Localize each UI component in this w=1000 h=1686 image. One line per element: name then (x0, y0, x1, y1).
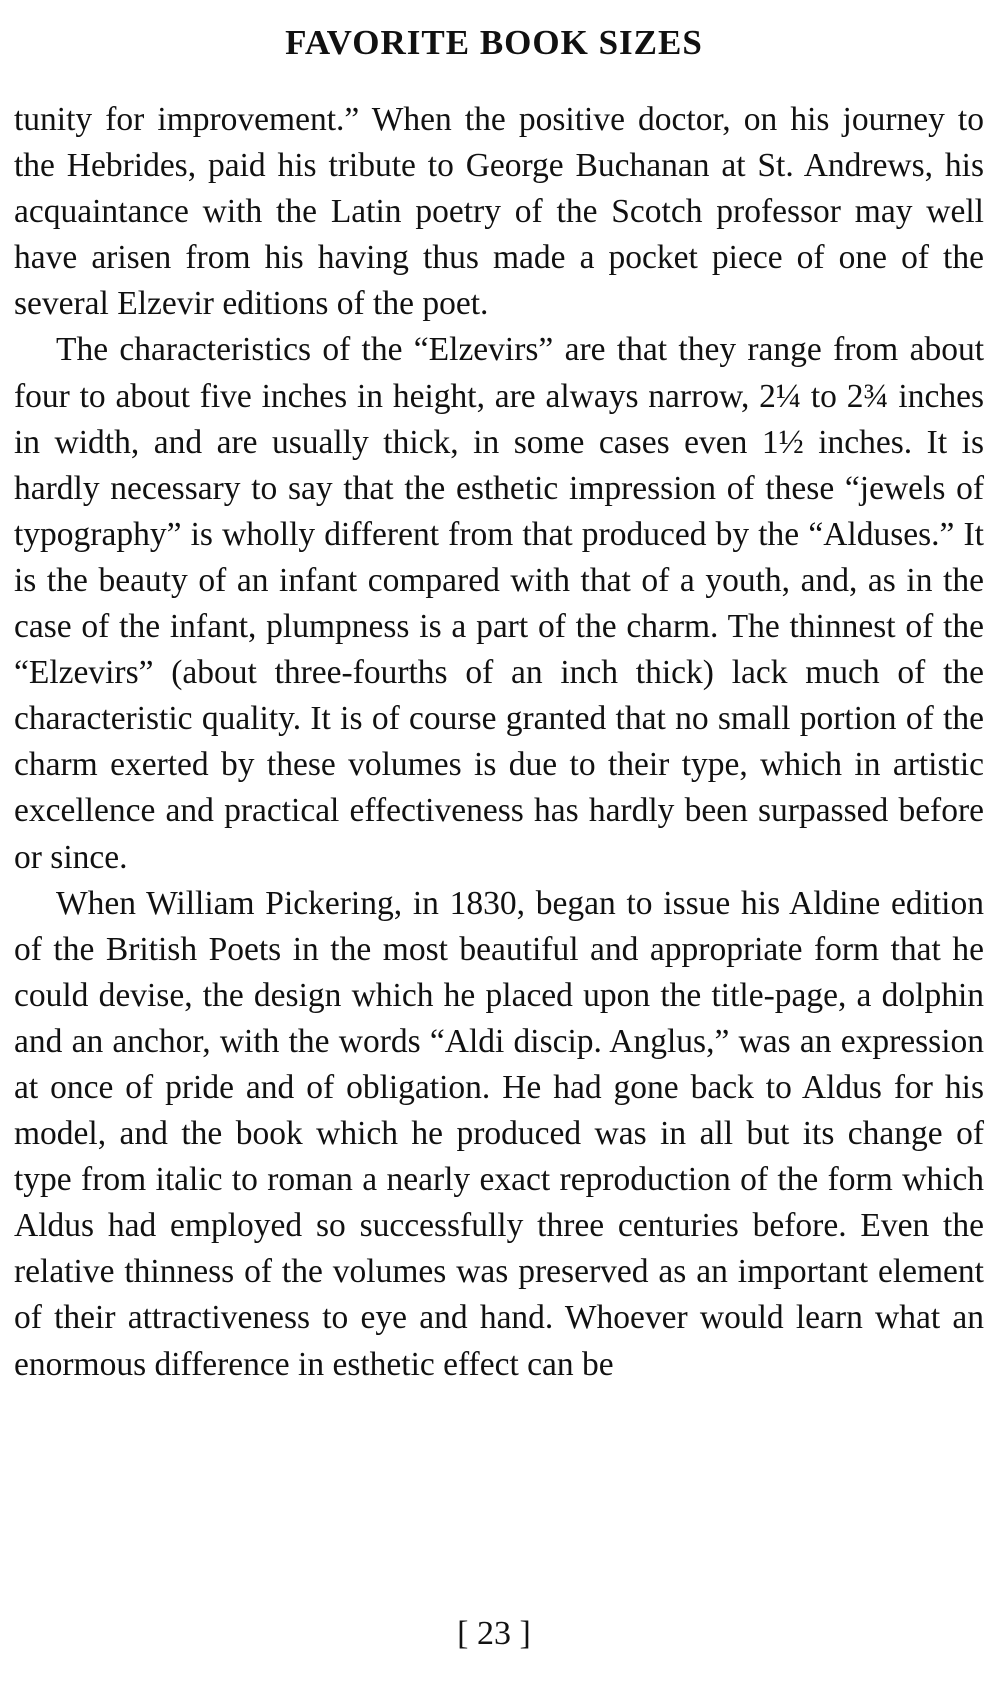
page-number: [ 23 ] (457, 1615, 531, 1652)
paragraph-elzevirs: The characteristics of the “Elzevirs” are that they range from about four to about five inches in height, are always narrow, 2¼ to 2¾ inches in width, and are usually thick, in some cases even 1½ inches. It is hardly necessary to say that the esthetic impression of these “jewels of typography” is wholly different from that produced by the “Alduses.” It is the beauty of an infant compared with that of a youth, and, as in the case of the infant, plumpness is a part of the charm. The thinnest of the “Elzevirs” (about three-fourths of an inch thick) lack much of the characteristic quality. It is of course granted that no small portion of the charm exerted by these volumes is due to their type, which in artistic excellence and practical effectiveness has hardly been surpassed before or since. (14, 331, 984, 876)
paragraph-pickering: When William Pickering, in 1830, began to issue his Aldine edition of the British Poets in the most beautiful and appropriate form that he could devise, the design which he placed upon the title-page, a dolphin and an anchor, with the words “Aldi discip. Anglus,” was an expression at once of pride and of obligation. He had gone back to Aldus for his model, and the book which he produced was in all but its change of type from italic to roman a nearly exact reproduction of the form which Aldus had employed so successfully three centuries before. Even the relative thinness of the volumes was preserved as an important element of their attractiveness to eye and hand. Whoever would learn what an enormous difference in esthetic effect can be (14, 884, 984, 1383)
running-head: FAVORITE BOOK SIZES (285, 23, 703, 62)
paragraph-continuation: tunity for improvement.” When the positive doctor, on his journey to the Hebrides, paid his tribute to George Buchanan at St. Andrews, his acquaintance with the Latin poetry of the Scotch professor may well have arisen from his having thus made a pocket piece of one of the several Elzevir editions of the poet. (14, 101, 984, 323)
body-text (14, 97, 984, 1388)
